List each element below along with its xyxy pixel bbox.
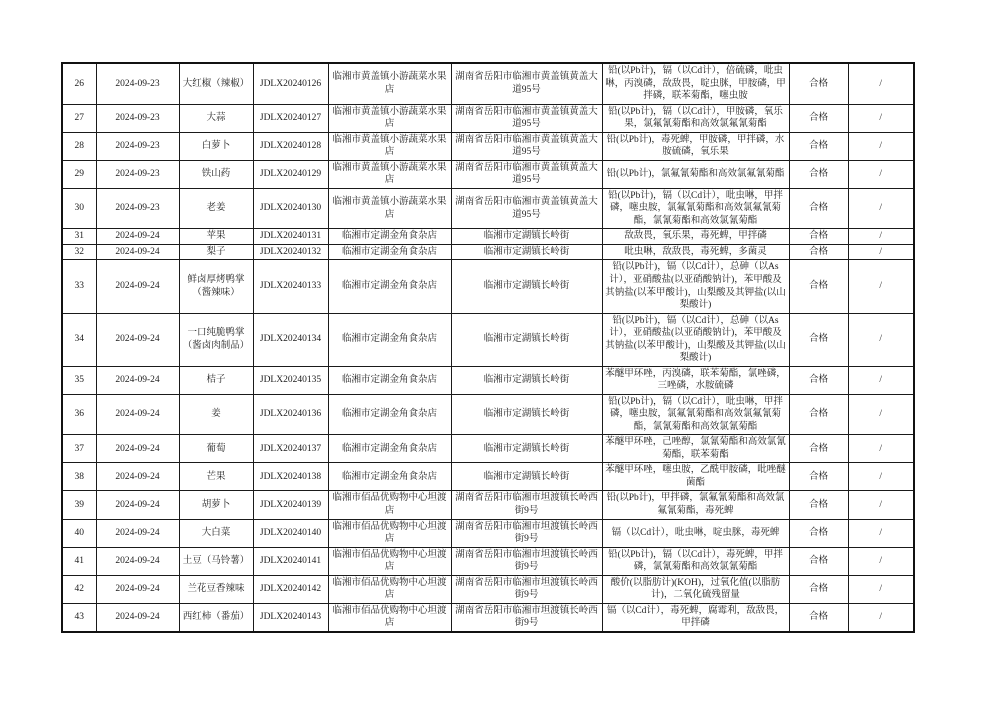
cell-sample-code: JDLX20240136 (253, 394, 328, 435)
cell-store-name: 临湘市黄盖镇小游蔬菜水果店 (328, 63, 451, 104)
table-row (62, 104, 914, 132)
cell-product-name: 鲜卤厚烤鸭掌（酱辣味） (179, 260, 253, 313)
cell-product-name: 兰花豆香辣味 (179, 575, 253, 603)
cell-address: 湖南省岳阳市临湘市坦渡镇长岭西街9号 (451, 603, 602, 632)
table-row (62, 188, 914, 229)
cell-product-name: 大蒜 (179, 104, 253, 132)
cell-sample-date: 2024-09-24 (96, 260, 179, 313)
cell-sample-date: 2024-09-24 (96, 547, 179, 575)
cell-product-name: 一口纯脆鸭掌（酱卤肉制品） (179, 313, 253, 366)
cell-result: 合格 (789, 229, 848, 245)
table-row (62, 366, 914, 394)
cell-sample-code: JDLX20240127 (253, 104, 328, 132)
cell-result: 合格 (789, 188, 848, 229)
cell-result: 合格 (789, 394, 848, 435)
cell-result: 合格 (789, 575, 848, 603)
cell-result: 合格 (789, 491, 848, 519)
cell-address: 湖南省岳阳市临湘市坦渡镇长岭西街9号 (451, 491, 602, 519)
cell-store-name: 临湘市佰品优购物中心坦渡店 (328, 603, 451, 632)
cell-test-items: 酸价(以脂肪计)(KOH)，过氧化值(以脂肪计)，二氧化硫残留量 (602, 575, 789, 603)
cell-store-name: 临湘市定湖金角食杂店 (328, 244, 451, 260)
cell-sample-code: JDLX20240129 (253, 160, 328, 188)
cell-sample-date: 2024-09-24 (96, 244, 179, 260)
cell-remark: / (848, 366, 914, 394)
cell-remark: / (848, 463, 914, 491)
cell-address: 临湘市定湖镇长岭街 (451, 260, 602, 313)
cell-row-number: 33 (62, 260, 96, 313)
cell-sample-date: 2024-09-24 (96, 366, 179, 394)
cell-address: 湖南省岳阳市临湘市黄盖镇黄盖大道95号 (451, 63, 602, 104)
cell-sample-date: 2024-09-24 (96, 313, 179, 366)
cell-row-number: 43 (62, 603, 96, 632)
cell-product-name: 白萝卜 (179, 132, 253, 160)
cell-store-name: 临湘市定湖金角食杂店 (328, 313, 451, 366)
cell-test-items: 苯醚甲环唑，丙溴磷，联苯菊酯，氯唑磷，三唑磷，水胺硫磷 (602, 366, 789, 394)
cell-result: 合格 (789, 463, 848, 491)
cell-sample-date: 2024-09-24 (96, 575, 179, 603)
cell-sample-code: JDLX20240143 (253, 603, 328, 632)
cell-row-number: 42 (62, 575, 96, 603)
cell-sample-date: 2024-09-23 (96, 104, 179, 132)
cell-address: 临湘市定湖镇长岭街 (451, 244, 602, 260)
table-row (62, 132, 914, 160)
cell-result: 合格 (789, 63, 848, 104)
cell-result: 合格 (789, 260, 848, 313)
cell-remark: / (848, 160, 914, 188)
cell-store-name: 临湘市黄盖镇小游蔬菜水果店 (328, 160, 451, 188)
cell-sample-code: JDLX20240140 (253, 519, 328, 547)
table-row (62, 435, 914, 463)
cell-address: 湖南省岳阳市临湘市坦渡镇长岭西街9号 (451, 547, 602, 575)
cell-store-name: 临湘市定湖金角食杂店 (328, 229, 451, 245)
cell-row-number: 32 (62, 244, 96, 260)
cell-sample-date: 2024-09-24 (96, 491, 179, 519)
cell-test-items: 苯醚甲环唑，己唑醇，氯氰菊酯和高效氯氰菊酯，联苯菊酯 (602, 435, 789, 463)
cell-test-items: 铅(以Pb计)，镉（以Cd计），毒死蜱，甲拌磷，氯氰菊酯和高效氯氰菊酯 (602, 547, 789, 575)
sampling-results-table-body (62, 63, 914, 632)
cell-sample-date: 2024-09-24 (96, 394, 179, 435)
cell-row-number: 36 (62, 394, 96, 435)
cell-remark: / (848, 547, 914, 575)
cell-result: 合格 (789, 313, 848, 366)
cell-store-name: 临湘市黄盖镇小游蔬菜水果店 (328, 188, 451, 229)
cell-result: 合格 (789, 104, 848, 132)
cell-address: 临湘市定湖镇长岭街 (451, 229, 602, 245)
cell-row-number: 38 (62, 463, 96, 491)
cell-remark: / (848, 394, 914, 435)
cell-row-number: 29 (62, 160, 96, 188)
cell-row-number: 37 (62, 435, 96, 463)
cell-product-name: 西红柿（番茄） (179, 603, 253, 632)
cell-store-name: 临湘市定湖金角食杂店 (328, 463, 451, 491)
cell-result: 合格 (789, 435, 848, 463)
cell-store-name: 临湘市定湖金角食杂店 (328, 260, 451, 313)
table-row (62, 229, 914, 245)
cell-store-name: 临湘市佰品优购物中心坦渡店 (328, 547, 451, 575)
cell-remark: / (848, 229, 914, 245)
cell-store-name: 临湘市黄盖镇小游蔬菜水果店 (328, 104, 451, 132)
cell-remark: / (848, 603, 914, 632)
table-row (62, 519, 914, 547)
cell-address: 临湘市定湖镇长岭街 (451, 394, 602, 435)
cell-address: 湖南省岳阳市临湘市坦渡镇长岭西街9号 (451, 519, 602, 547)
cell-sample-date: 2024-09-23 (96, 63, 179, 104)
cell-store-name: 临湘市佰品优购物中心坦渡店 (328, 519, 451, 547)
cell-row-number: 39 (62, 491, 96, 519)
table-row (62, 63, 914, 104)
cell-remark: / (848, 260, 914, 313)
cell-sample-code: JDLX20240135 (253, 366, 328, 394)
cell-sample-date: 2024-09-24 (96, 229, 179, 245)
cell-remark: / (848, 104, 914, 132)
cell-result: 合格 (789, 132, 848, 160)
cell-remark: / (848, 435, 914, 463)
cell-product-name: 老姜 (179, 188, 253, 229)
cell-store-name: 临湘市定湖金角食杂店 (328, 366, 451, 394)
cell-address: 临湘市定湖镇长岭街 (451, 313, 602, 366)
table-row (62, 603, 914, 632)
cell-sample-date: 2024-09-24 (96, 603, 179, 632)
cell-test-items: 镉（以Cd计），吡虫啉，啶虫脒，毒死蜱 (602, 519, 789, 547)
cell-row-number: 35 (62, 366, 96, 394)
cell-remark: / (848, 63, 914, 104)
cell-sample-code: JDLX20240142 (253, 575, 328, 603)
cell-row-number: 28 (62, 132, 96, 160)
cell-result: 合格 (789, 603, 848, 632)
cell-product-name: 桔子 (179, 366, 253, 394)
cell-remark: / (848, 132, 914, 160)
cell-store-name: 临湘市定湖金角食杂店 (328, 394, 451, 435)
table-row (62, 260, 914, 313)
cell-test-items: 敌敌畏，氧乐果，毒死蜱，甲拌磷 (602, 229, 789, 245)
cell-test-items: 铅(以Pb计)，氯氟氰菊酯和高效氯氟氰菊酯 (602, 160, 789, 188)
cell-product-name: 胡萝卜 (179, 491, 253, 519)
cell-row-number: 30 (62, 188, 96, 229)
cell-sample-code: JDLX20240141 (253, 547, 328, 575)
cell-store-name: 临湘市黄盖镇小游蔬菜水果店 (328, 132, 451, 160)
cell-test-items: 铅(以Pb计)，镉（以Cd计），吡虫啉，甲拌磷，噻虫胺，氯氟氰菊酯和高效氯氟氰菊酯，氯氰菊酯和高效氯氰菊酯 (602, 188, 789, 229)
cell-address: 湖南省岳阳市临湘市黄盖镇黄盖大道95号 (451, 160, 602, 188)
cell-product-name: 葡萄 (179, 435, 253, 463)
cell-sample-code: JDLX20240134 (253, 313, 328, 366)
table-row (62, 313, 914, 366)
cell-test-items: 铅(以Pb计)，毒死蜱，甲胺磷，甲拌磷，水胺硫磷，氧乐果 (602, 132, 789, 160)
table-row (62, 160, 914, 188)
table-row (62, 463, 914, 491)
cell-sample-code: JDLX20240126 (253, 63, 328, 104)
cell-test-items: 苯醚甲环唑，噻虫胺，乙酰甲胺磷，吡唑醚菌酯 (602, 463, 789, 491)
cell-test-items: 镉（以Cd计），毒死蜱，腐霉利，敌敌畏，甲拌磷 (602, 603, 789, 632)
cell-remark: / (848, 491, 914, 519)
cell-store-name: 临湘市佰品优购物中心坦渡店 (328, 491, 451, 519)
cell-row-number: 34 (62, 313, 96, 366)
cell-test-items: 吡虫啉，敌敌畏，毒死蜱，多菌灵 (602, 244, 789, 260)
cell-remark: / (848, 244, 914, 260)
cell-address: 湖南省岳阳市临湘市黄盖镇黄盖大道95号 (451, 188, 602, 229)
cell-sample-code: JDLX20240132 (253, 244, 328, 260)
table-row (62, 547, 914, 575)
cell-test-items: 铅(以Pb计)，镉（以Cd计），甲胺磷，氧乐果，氯氟氰菊酯和高效氯氟氰菊酯 (602, 104, 789, 132)
table-row (62, 491, 914, 519)
cell-address: 湖南省岳阳市临湘市坦渡镇长岭西街9号 (451, 575, 602, 603)
cell-row-number: 41 (62, 547, 96, 575)
cell-sample-code: JDLX20240137 (253, 435, 328, 463)
cell-address: 临湘市定湖镇长岭街 (451, 435, 602, 463)
cell-row-number: 27 (62, 104, 96, 132)
cell-address: 临湘市定湖镇长岭街 (451, 366, 602, 394)
cell-sample-date: 2024-09-24 (96, 519, 179, 547)
cell-row-number: 31 (62, 229, 96, 245)
cell-remark: / (848, 313, 914, 366)
cell-sample-date: 2024-09-23 (96, 132, 179, 160)
cell-result: 合格 (789, 366, 848, 394)
cell-sample-code: JDLX20240128 (253, 132, 328, 160)
cell-test-items: 铅(以Pb计)，镉（以Cd计），吡虫啉，甲拌磷，噻虫胺，氯氟氰菊酯和高效氯氟氰菊酯，氯氰菊酯和高效氯氰菊酯 (602, 394, 789, 435)
table-row (62, 244, 914, 260)
cell-product-name: 铁山药 (179, 160, 253, 188)
cell-sample-date: 2024-09-23 (96, 160, 179, 188)
table-row (62, 575, 914, 603)
cell-sample-code: JDLX20240130 (253, 188, 328, 229)
cell-test-items: 铅(以Pb计)，甲拌磷，氯氟氰菊酯和高效氯氟氰菊酯，毒死蜱 (602, 491, 789, 519)
cell-product-name: 土豆（马铃薯） (179, 547, 253, 575)
cell-remark: / (848, 575, 914, 603)
cell-remark: / (848, 519, 914, 547)
cell-address: 湖南省岳阳市临湘市黄盖镇黄盖大道95号 (451, 104, 602, 132)
cell-address: 临湘市定湖镇长岭街 (451, 463, 602, 491)
cell-sample-code: JDLX20240138 (253, 463, 328, 491)
cell-store-name: 临湘市定湖金角食杂店 (328, 435, 451, 463)
sampling-results-table (61, 62, 915, 633)
cell-sample-code: JDLX20240131 (253, 229, 328, 245)
cell-sample-code: JDLX20240133 (253, 260, 328, 313)
cell-row-number: 40 (62, 519, 96, 547)
cell-result: 合格 (789, 160, 848, 188)
cell-product-name: 大红椒（辣椒） (179, 63, 253, 104)
cell-sample-code: JDLX20240139 (253, 491, 328, 519)
cell-sample-date: 2024-09-24 (96, 435, 179, 463)
cell-result: 合格 (789, 244, 848, 260)
cell-product-name: 芒果 (179, 463, 253, 491)
cell-row-number: 26 (62, 63, 96, 104)
cell-test-items: 铅(以Pb计)，镉（以Cd计），总砷（以As计），亚硝酸盐(以亚硝酸钠计)，苯甲酸及其钠盐(以苯甲酸计)，山梨酸及其钾盐(以山梨酸计) (602, 313, 789, 366)
cell-product-name: 梨子 (179, 244, 253, 260)
cell-remark: / (848, 188, 914, 229)
cell-store-name: 临湘市佰品优购物中心坦渡店 (328, 575, 451, 603)
table-row (62, 394, 914, 435)
cell-address: 湖南省岳阳市临湘市黄盖镇黄盖大道95号 (451, 132, 602, 160)
cell-result: 合格 (789, 547, 848, 575)
cell-product-name: 大白菜 (179, 519, 253, 547)
cell-test-items: 铅(以Pb计)，镉（以Cd计），倍硫磷，吡虫啉，丙溴磷，敌敌畏，啶虫脒，甲胺磷，甲拌磷，联苯菊酯，噻虫胺 (602, 63, 789, 104)
cell-result: 合格 (789, 519, 848, 547)
cell-product-name: 姜 (179, 394, 253, 435)
cell-test-items: 铅(以Pb计)，镉（以Cd计），总砷（以As计），亚硝酸盐(以亚硝酸钠计)，苯甲酸及其钠盐(以苯甲酸计)，山梨酸及其钾盐(以山梨酸计) (602, 260, 789, 313)
cell-sample-date: 2024-09-23 (96, 188, 179, 229)
cell-sample-date: 2024-09-24 (96, 463, 179, 491)
cell-product-name: 苹果 (179, 229, 253, 245)
